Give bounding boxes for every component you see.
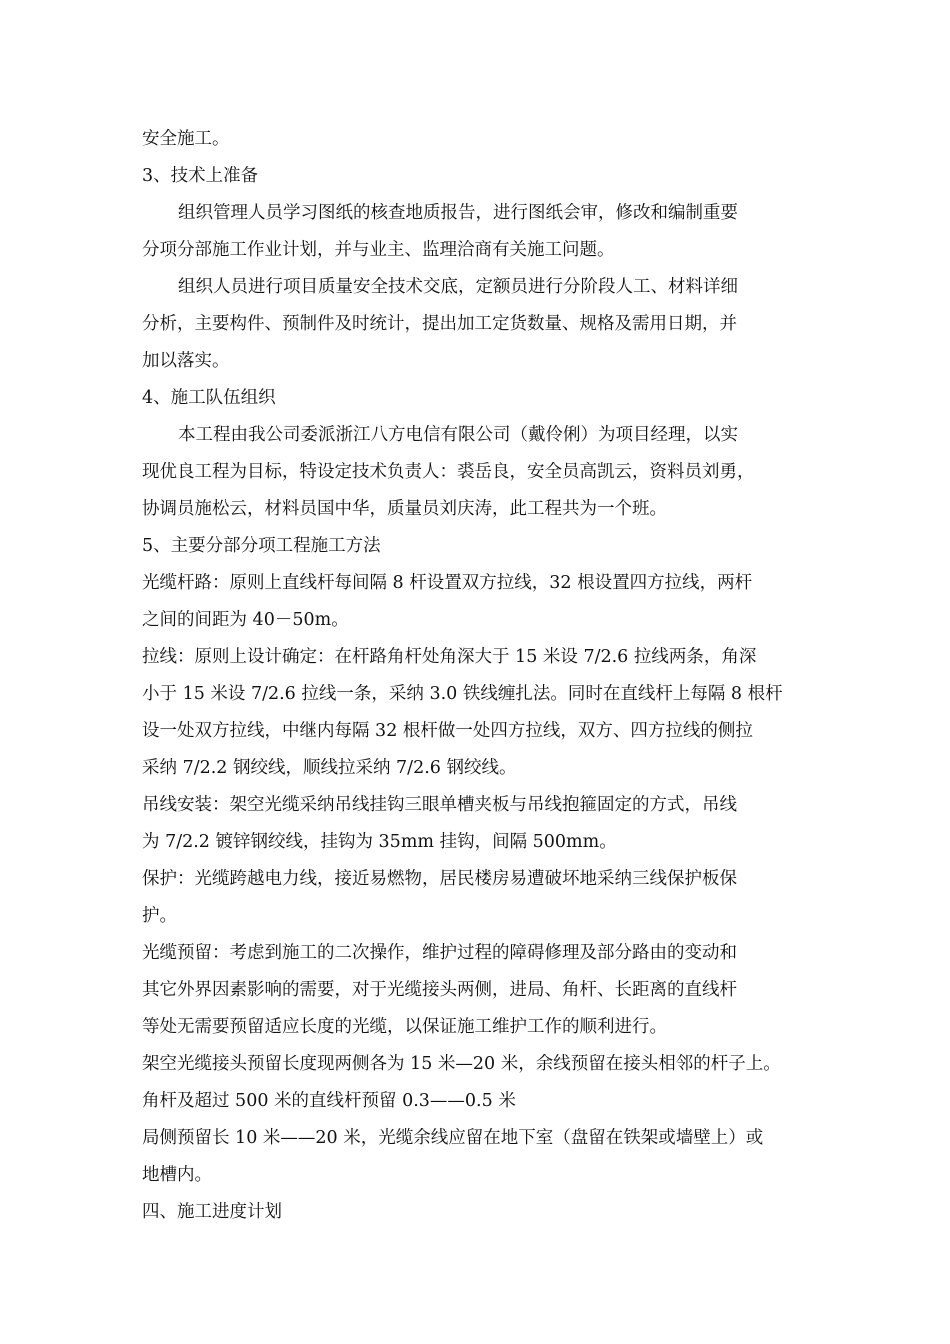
paragraph-line: 加以落实。 [142, 351, 230, 371]
paragraph-line: 现优良工程为目标，特设定技术负责人：裘岳良，安全员高凯云，资料员刘勇， [142, 462, 755, 482]
paragraph-line: 组织管理人员学习图纸的核查地质报告，进行图纸会审，修改和编制重要 [178, 203, 738, 223]
section-heading: 4、施工队伍组织 [142, 388, 276, 408]
paragraph-line: 地槽内。 [142, 1165, 212, 1185]
paragraph-line: 本工程由我公司委派浙江八方电信有限公司（戴伶俐）为项目经理，以实 [178, 425, 738, 445]
section-heading: 5、主要分部分项工程施工方法 [142, 536, 381, 556]
document-body [142, 121, 822, 1231]
paragraph-line: 护。 [142, 906, 177, 926]
paragraph-line: 协调员施松云，材料员国中华，质量员刘庆涛，此工程共为一个班。 [142, 499, 667, 519]
paragraph-line: 设一处双方拉线，中继内每隔 32 根杆做一处四方拉线，双方、四方拉线的侧拉 [142, 721, 753, 741]
paragraph-line: 为 7/2.2 镀锌钢绞线，挂钩为 35mm 挂钩，间隔 500mm。 [142, 832, 617, 852]
paragraph-line: 分析，主要构件、预制件及时统计，提出加工定货数量、规格及需用日期，并 [142, 314, 737, 334]
paragraph-line: 吊线安装：架空光缆采纳吊线挂钩三眼单槽夹板与吊线抱箍固定的方式，吊线 [142, 795, 737, 815]
paragraph-line: 采纳 7/2.2 钢绞线，顺线拉采纳 7/2.6 钢绞线。 [142, 758, 517, 778]
paragraph-line: 组织人员进行项目质量安全技术交底，定额员进行分阶段人工、材料详细 [178, 277, 738, 297]
paragraph-line: 安全施工。 [142, 129, 230, 149]
paragraph-line: 光缆杆路：原则上直线杆每间隔 8 杆设置双方拉线，32 根设置四方拉线，两杆 [142, 573, 753, 593]
paragraph-line: 分项分部施工作业计划，并与业主、监理洽商有关施工问题。 [142, 240, 615, 260]
paragraph-line: 光缆预留：考虑到施工的二次操作，维护过程的障碍修理及部分路由的变动和 [142, 943, 737, 963]
paragraph-line: 其它外界因素影响的需要，对于光缆接头两侧，进局、角杆、长距离的直线杆 [142, 980, 737, 1000]
paragraph-line: 保护：光缆跨越电力线，接近易燃物，居民楼房易遭破坏地采纳三线保护板保 [142, 869, 737, 889]
paragraph-line: 等处无需要预留适应长度的光缆，以保证施工维护工作的顺利进行。 [142, 1017, 667, 1037]
section-heading: 四、施工进度计划 [142, 1202, 282, 1222]
paragraph-line: 角杆及超过 500 米的直线杆预留 0.3——0.5 米 [142, 1091, 516, 1111]
section-heading: 3、技术上准备 [142, 166, 259, 186]
paragraph-line: 小于 15 米设 7/2.6 拉线一条，采纳 3.0 铁线缠扎法。同时在直线杆上每隔 8 根杆 [142, 684, 783, 704]
paragraph-line: 局侧预留长 10 米——20 米，光缆余线应留在地下室（盘留在铁架或墙壁上）或 [142, 1128, 764, 1148]
paragraph-line: 拉线：原则上设计确定：在杆路角杆处角深大于 15 米设 7/2.6 拉线两条，角深 [142, 647, 757, 667]
paragraph-line: 之间的间距为 40－50m。 [142, 610, 349, 630]
paragraph-line: 架空光缆接头预留长度现两侧各为 15 米—20 米，余线预留在接头相邻的杆子上。 [142, 1054, 781, 1074]
